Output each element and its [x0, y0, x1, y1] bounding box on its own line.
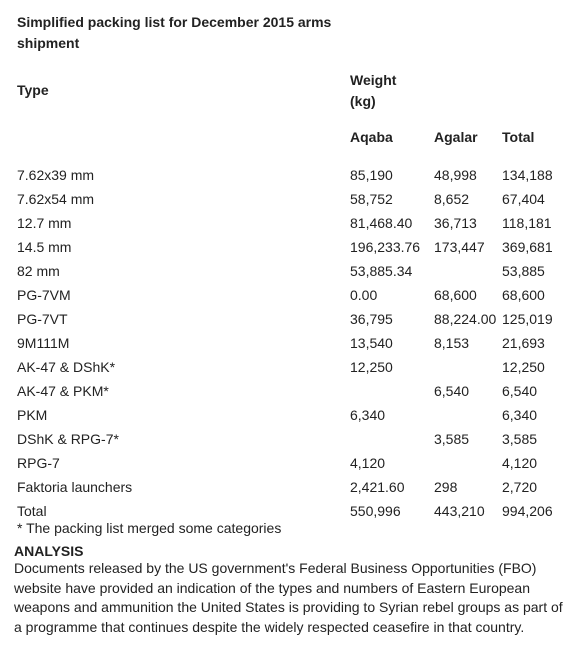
cell-total: 53,885	[502, 263, 545, 279]
cell-type: PG-7VT	[17, 311, 68, 327]
cell-total: 4,120	[502, 455, 538, 471]
cell-agalar: 68,600	[434, 287, 477, 303]
cell-total: 6,340	[502, 407, 538, 423]
cell-agalar: 6,540	[434, 383, 470, 399]
cell-total: 12,250	[502, 359, 545, 375]
table-row	[0, 163, 576, 187]
header-weight: Weight (kg)	[350, 72, 397, 109]
cell-total: 2,720	[502, 479, 538, 495]
cell-type: AK-47 & DShK*	[17, 359, 116, 375]
table-row	[0, 259, 576, 283]
header-agalar: Agalar	[434, 129, 478, 145]
cell-type: PG-7VM	[17, 287, 71, 303]
table-row	[0, 283, 576, 307]
cell-type: 7.62x54 mm	[17, 191, 95, 207]
cell-aqaba: 81,468.40	[350, 215, 413, 231]
cell-total: 125,019	[502, 311, 553, 327]
table-row	[0, 355, 576, 379]
cell-total: 21,693	[502, 335, 545, 351]
cell-aqaba: 13,540	[350, 335, 393, 351]
cell-type: DShK & RPG-7*	[17, 431, 119, 447]
table-row	[0, 211, 576, 235]
table-row	[0, 331, 576, 355]
cell-agalar: 48,998	[434, 167, 477, 183]
cell-aqaba: 12,250	[350, 359, 393, 375]
table-row	[0, 451, 576, 475]
cell-aqaba: 53,885.34	[350, 263, 413, 279]
cell-aqaba: 36,795	[350, 311, 393, 327]
cell-type: 14.5 mm	[17, 239, 72, 255]
cell-agalar: 8,652	[434, 191, 470, 207]
cell-aqaba: 58,752	[350, 191, 393, 207]
table-row	[0, 235, 576, 259]
cell-aqaba: 0.00	[350, 287, 378, 303]
cell-aqaba: 550,996	[350, 503, 401, 519]
cell-agalar: 298	[434, 479, 458, 495]
table-row	[0, 307, 576, 331]
cell-total: 134,188	[502, 167, 553, 183]
cell-type: RPG-7	[17, 455, 60, 471]
cell-aqaba: 6,340	[350, 407, 386, 423]
cell-agalar: 36,713	[434, 215, 477, 231]
cell-type: 9M111M	[17, 335, 70, 351]
cell-type: 82 mm	[17, 263, 60, 279]
header-total: Total	[502, 129, 535, 145]
table-row	[0, 379, 576, 403]
cell-total: 6,540	[502, 383, 538, 399]
cell-total: 3,585	[502, 431, 538, 447]
table-row	[0, 403, 576, 427]
analysis-heading: ANALYSIS	[14, 543, 84, 559]
header-aqaba: Aqaba	[350, 129, 393, 145]
analysis-paragraph: Documents released by the US government's Federal Business Opportunities (FBO) website have provided an indication of the types and numbers of Eastern European weapons and ammunition the United States is providing to Syrian rebel groups as part of a programme that continues despite the widely respected ceasefire in that country.	[14, 560, 563, 635]
table-row	[0, 427, 576, 451]
cell-aqaba: 85,190	[350, 167, 393, 183]
table-row	[0, 475, 576, 499]
cell-agalar: 88,224.00	[434, 311, 497, 327]
cell-total: 118,181	[502, 215, 552, 231]
cell-type: AK-47 & PKM*	[17, 383, 109, 399]
table-row	[0, 187, 576, 211]
cell-aqaba: 4,120	[350, 455, 386, 471]
cell-agalar: 443,210	[434, 503, 485, 519]
cell-total: 994,206	[502, 503, 553, 519]
packing-list-table	[0, 163, 576, 523]
cell-type: Faktoria launchers	[17, 479, 133, 495]
header-type: Type	[17, 82, 49, 98]
cell-total: 67,404	[502, 191, 545, 207]
cell-type: Total	[17, 503, 47, 519]
cell-agalar: 8,153	[434, 335, 470, 351]
footnote: * The packing list merged some categories	[17, 520, 282, 536]
cell-agalar: 173,447	[434, 239, 485, 255]
cell-type: 7.62x39 mm	[17, 167, 95, 183]
cell-total: 369,681	[502, 239, 553, 255]
cell-type: 12.7 mm	[17, 215, 72, 231]
cell-type: PKM	[17, 407, 48, 423]
cell-total: 68,600	[502, 287, 545, 303]
cell-agalar: 3,585	[434, 431, 470, 447]
cell-aqaba: 2,421.60	[350, 479, 405, 495]
table-title: Simplified packing list for December 2015 arms shipment	[17, 14, 332, 51]
cell-aqaba: 196,233.76	[350, 239, 421, 255]
